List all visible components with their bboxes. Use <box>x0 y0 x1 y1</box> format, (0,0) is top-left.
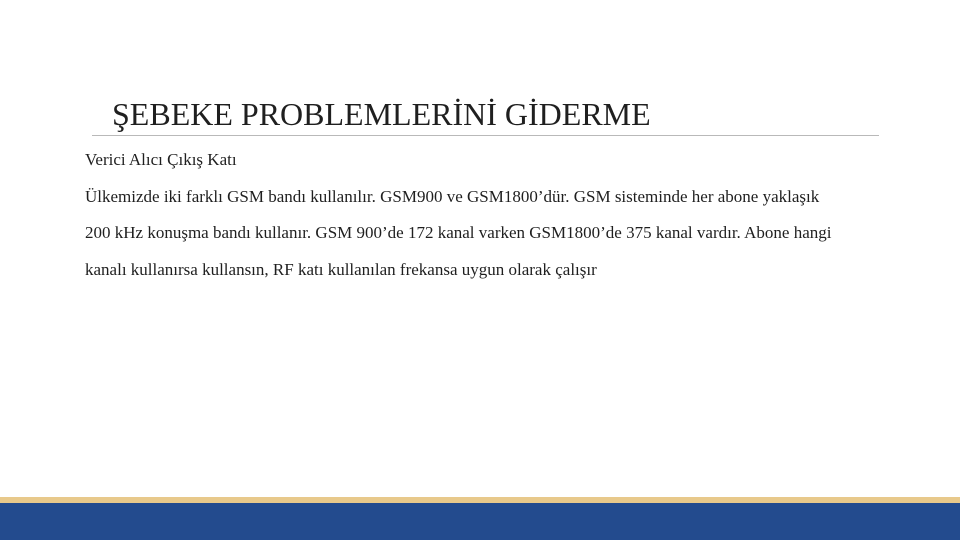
footer-band <box>0 503 960 540</box>
slide-content <box>85 142 845 288</box>
title-divider <box>92 135 879 136</box>
body-paragraph: Ülkemizde iki farklı GSM bandı kullanılır. GSM900 ve GSM1800’dür. GSM sisteminde her abone yaklaşık 200 kHz konuşma bandı kullanır. GSM 900’de 172 kanal varken GSM1800’de 375 kanal vardır. Abone hangi kanalı kullanırsa kullansın, RF katı kullanılan frekansa uygun olarak çalışır <box>85 186 832 279</box>
section-heading: Verici Alıcı Çıkış Katı <box>85 150 237 169</box>
slide-title: ŞEBEKE PROBLEMLERİNİ GİDERME <box>112 96 651 132</box>
